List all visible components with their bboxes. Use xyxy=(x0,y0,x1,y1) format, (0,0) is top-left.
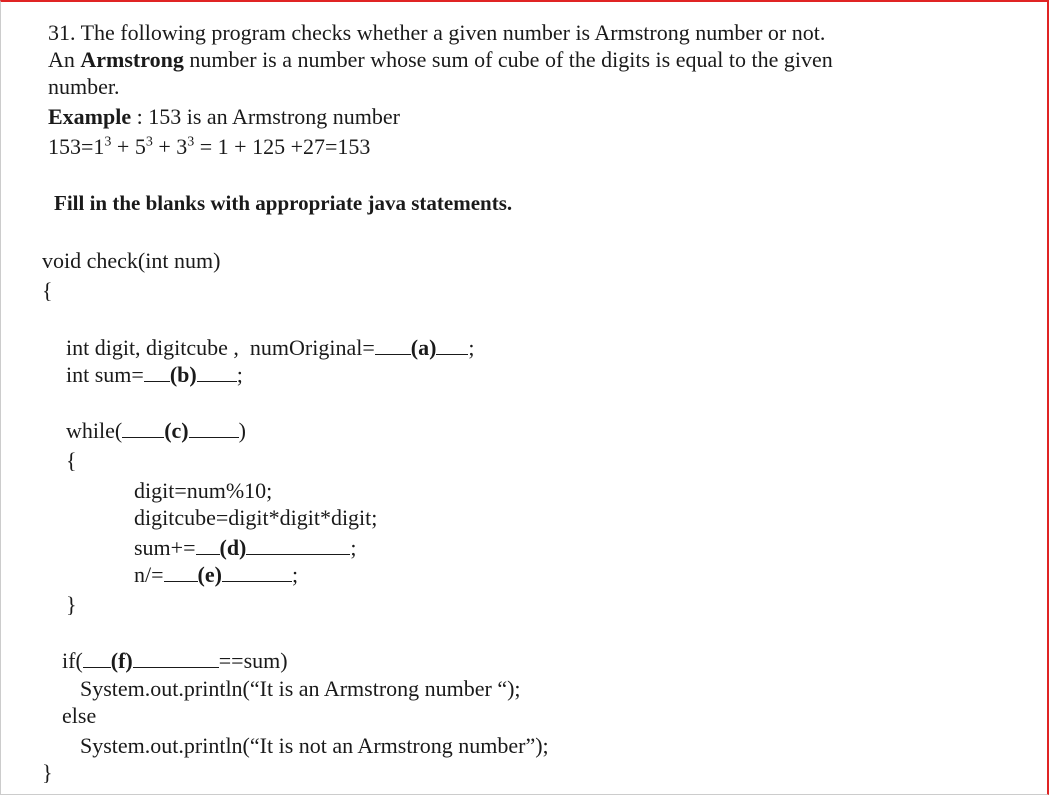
text: else xyxy=(62,703,97,728)
superscript: 3 xyxy=(104,134,112,150)
code-print-1 xyxy=(80,676,521,702)
text: ; xyxy=(468,335,475,360)
code-signature xyxy=(42,248,220,274)
example-line xyxy=(48,104,400,130)
superscript: 3 xyxy=(145,134,153,150)
blank xyxy=(144,363,170,382)
blank xyxy=(196,536,220,555)
blank xyxy=(83,649,111,668)
example-label: Example xyxy=(48,104,132,129)
code-inner-open xyxy=(66,448,77,474)
question-line-3 xyxy=(48,74,120,100)
text: { xyxy=(66,448,77,473)
text: System.out.println(“It is an Armstrong number “); xyxy=(80,676,521,701)
formula-line xyxy=(48,134,370,160)
text: void check(int num) xyxy=(42,248,221,273)
question-text: 31. The following program checks whether a given number is Armstrong number or not. xyxy=(48,20,826,45)
text: while( xyxy=(66,418,123,443)
blank-label-a: (a) xyxy=(410,335,437,360)
text: sum+= xyxy=(134,535,196,560)
text: ; xyxy=(236,362,243,387)
text: ==sum) xyxy=(218,648,288,673)
text: int sum= xyxy=(66,362,144,387)
text: System.out.println(“It is not an Armstrong number”); xyxy=(80,733,549,758)
text: + 3 xyxy=(152,134,188,159)
code-inner-close xyxy=(66,592,77,618)
text: + 5 xyxy=(111,134,146,159)
text: { xyxy=(42,278,53,303)
blank-label-c: (c) xyxy=(164,418,189,443)
text: 153=1 xyxy=(48,134,105,159)
text: number. xyxy=(48,74,120,99)
code-close-brace xyxy=(42,760,53,786)
text: n/= xyxy=(134,562,164,587)
text: int digit, digitcube , numOriginal= xyxy=(66,335,375,360)
blank xyxy=(246,536,350,555)
text: ; xyxy=(350,535,357,560)
code-else xyxy=(62,703,96,729)
example-text: : 153 is an Armstrong number xyxy=(131,104,400,129)
question-line-2 xyxy=(48,47,833,73)
text: An xyxy=(48,47,81,72)
text: digit=num%10; xyxy=(134,478,273,503)
code-if xyxy=(62,648,288,674)
text: ) xyxy=(238,418,246,443)
code-decl-2 xyxy=(66,362,243,388)
armstrong-bold: Armstrong xyxy=(80,47,184,72)
instruction xyxy=(54,190,512,216)
code-stmt-2 xyxy=(134,505,377,531)
text: digitcube=digit*digit*digit; xyxy=(134,505,378,530)
blank xyxy=(189,419,239,438)
code-stmt-4 xyxy=(134,562,298,588)
code-stmt-1 xyxy=(134,478,272,504)
code-while xyxy=(66,418,246,444)
text: number is a number whose sum of cube of the digits is equal to the given xyxy=(183,47,833,72)
blank-label-f: (f) xyxy=(110,648,133,673)
question-line-1 xyxy=(48,20,825,46)
text: } xyxy=(42,760,53,785)
code-decl-1 xyxy=(66,335,475,361)
blank xyxy=(375,336,411,355)
blank-label-b: (b) xyxy=(169,362,197,387)
code-open-brace xyxy=(42,278,53,304)
text: ; xyxy=(291,562,299,587)
blank xyxy=(436,336,468,355)
superscript: 3 xyxy=(187,134,195,150)
blank xyxy=(133,649,219,668)
text: = 1 + 125 +27=153 xyxy=(194,134,371,159)
blank xyxy=(122,419,164,438)
blank xyxy=(222,563,292,582)
text: if( xyxy=(62,648,83,673)
text: } xyxy=(66,592,77,617)
blank xyxy=(164,563,198,582)
code-stmt-3 xyxy=(134,535,357,561)
code-print-2 xyxy=(80,733,549,759)
blank xyxy=(197,363,237,382)
blank-label-e: (e) xyxy=(197,562,222,587)
instruction-text: Fill in the blanks with appropriate java statements. xyxy=(54,191,513,215)
blank-label-d: (d) xyxy=(219,535,247,560)
